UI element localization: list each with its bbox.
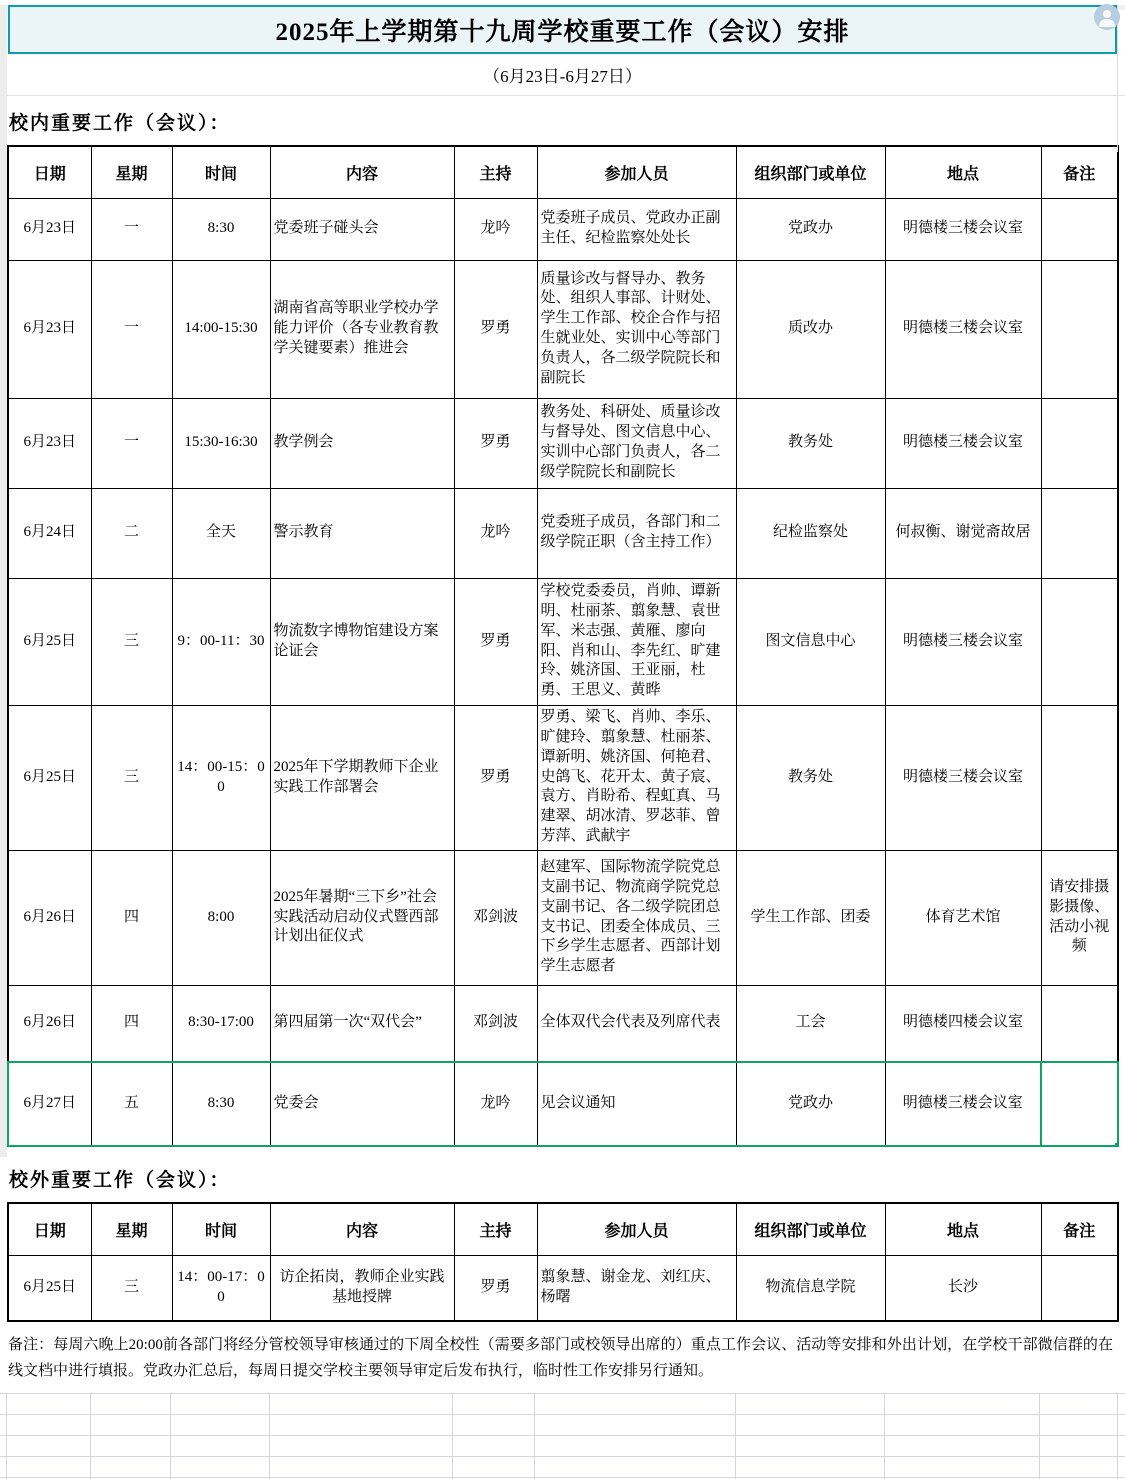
cell[interactable]: 三 bbox=[91, 578, 172, 705]
cell[interactable]: 湖南省高等职业学校办学能力评价（各专业教育教学关键要素）推进会 bbox=[270, 260, 454, 398]
cell[interactable]: 明德楼三楼会议室 bbox=[885, 1062, 1041, 1146]
cell[interactable]: 长沙 bbox=[885, 1255, 1041, 1321]
cell[interactable]: 图文信息中心 bbox=[736, 578, 885, 705]
section-title-external: 校外重要工作（会议）： bbox=[9, 1170, 231, 1191]
header-row bbox=[8, 1203, 1118, 1255]
cell[interactable] bbox=[1041, 488, 1118, 578]
cell[interactable]: 15:30-16:30 bbox=[172, 398, 270, 488]
cell[interactable]: 质量诊改与督导办、教务处、组织人事部、计财处、学生工作部、校企合作与招生就业处、实训中心等部门负责人，各二级学院院长和副院长 bbox=[537, 260, 736, 398]
date-range-subtitle: （6月23日-6月27日） bbox=[483, 67, 642, 86]
cell[interactable]: 6月23日 bbox=[8, 198, 91, 260]
column-header[interactable]: 内容 bbox=[270, 1203, 454, 1255]
column-header[interactable]: 参加人员 bbox=[537, 146, 736, 198]
cell[interactable]: 教务处 bbox=[736, 705, 885, 850]
cell[interactable]: 一 bbox=[91, 198, 172, 260]
grid-line-vertical bbox=[269, 1394, 270, 1479]
grid-line-horizontal bbox=[0, 95, 1125, 96]
title-cell[interactable] bbox=[8, 5, 1117, 54]
cell[interactable]: 物流信息学院 bbox=[736, 1255, 885, 1321]
grid-line-vertical bbox=[1117, 1394, 1118, 1479]
cell[interactable]: 教务处、科研处、质量诊改与督导处、图文信息中心、实训中心部门负责人，各二级学院院长和副院长 bbox=[537, 398, 736, 488]
cell[interactable]: 6月26日 bbox=[8, 985, 91, 1062]
table-row bbox=[8, 1255, 1118, 1321]
cell[interactable]: 邓剑波 bbox=[454, 850, 537, 985]
grid-line-vertical bbox=[452, 1394, 453, 1479]
cell[interactable]: 第四届第一次“双代会” bbox=[270, 985, 454, 1062]
column-header[interactable]: 内容 bbox=[270, 146, 454, 198]
column-header[interactable]: 时间 bbox=[172, 1203, 270, 1255]
column-header[interactable]: 星期 bbox=[91, 146, 172, 198]
active-cell[interactable] bbox=[1041, 1062, 1118, 1146]
cell[interactable]: 二 bbox=[91, 488, 172, 578]
cell[interactable]: 14:00-15:30 bbox=[172, 260, 270, 398]
cell[interactable]: 8:30 bbox=[172, 1062, 270, 1146]
cell[interactable]: 五 bbox=[91, 1062, 172, 1146]
fill-handle[interactable] bbox=[1114, 1142, 1118, 1146]
cell[interactable]: 龙吟 bbox=[454, 488, 537, 578]
cell[interactable]: 14：00-15：00 bbox=[172, 705, 270, 850]
cell[interactable]: 教学例会 bbox=[270, 398, 454, 488]
cell[interactable]: 访企拓岗，教师企业实践基地授牌 bbox=[270, 1255, 454, 1321]
column-header[interactable]: 时间 bbox=[172, 146, 270, 198]
table-row bbox=[8, 398, 1118, 488]
cell[interactable] bbox=[1041, 1255, 1118, 1321]
cell[interactable]: 党政办 bbox=[736, 1062, 885, 1146]
spreadsheet-left-margin bbox=[0, 5, 7, 1157]
cell[interactable]: 一 bbox=[91, 260, 172, 398]
cell[interactable]: 明德楼四楼会议室 bbox=[885, 985, 1041, 1062]
cell[interactable]: 党委班子成员、党政办正副主任、纪检监察处处长 bbox=[537, 198, 736, 260]
cell[interactable]: 6月23日 bbox=[8, 398, 91, 488]
cell[interactable]: 6月25日 bbox=[8, 1255, 91, 1321]
column-header[interactable]: 日期 bbox=[8, 1203, 91, 1255]
cell[interactable]: 四 bbox=[91, 850, 172, 985]
cell[interactable]: 党委会 bbox=[270, 1062, 454, 1146]
cell[interactable]: 明德楼三楼会议室 bbox=[885, 705, 1041, 850]
cell[interactable]: 明德楼三楼会议室 bbox=[885, 260, 1041, 398]
cell[interactable] bbox=[1041, 260, 1118, 398]
cell[interactable]: 明德楼三楼会议室 bbox=[885, 398, 1041, 488]
cell[interactable]: 14：00-17：00 bbox=[172, 1255, 270, 1321]
cell[interactable]: 龙吟 bbox=[454, 198, 537, 260]
empty-spreadsheet-grid[interactable] bbox=[0, 1393, 1125, 1479]
cell[interactable]: 学生工作部、团委 bbox=[736, 850, 885, 985]
column-header[interactable]: 星期 bbox=[91, 1203, 172, 1255]
table-row bbox=[8, 985, 1118, 1062]
grid-line-vertical bbox=[1039, 1394, 1040, 1479]
cell[interactable]: 学校党委委员，肖帅、谭新明、杜丽茶、翦象慧、袁世军、米志强、黄雁、廖向阳、肖和山、李先红、旷建玲、姚济国、王亚丽，杜勇、王思义、黄晔 bbox=[537, 578, 736, 705]
grid-line-vertical bbox=[170, 1394, 171, 1479]
external-schedule-table bbox=[7, 1202, 1119, 1322]
cell[interactable]: 见会议通知 bbox=[537, 1062, 736, 1146]
grid-line-vertical bbox=[6, 1394, 7, 1479]
cell[interactable]: 警示教育 bbox=[270, 488, 454, 578]
table-row bbox=[8, 850, 1118, 985]
cell[interactable]: 党委班子成员，各部门和二级学院正职（含主持工作） bbox=[537, 488, 736, 578]
cell[interactable]: 罗勇 bbox=[454, 578, 537, 705]
column-header[interactable]: 参加人员 bbox=[537, 1203, 736, 1255]
cell[interactable]: 质改办 bbox=[736, 260, 885, 398]
collaborator-avatar[interactable] bbox=[1094, 4, 1120, 30]
external-table-header bbox=[8, 1203, 1118, 1255]
cell[interactable]: 2025年暑期“三下乡”社会实践活动启动仪式暨西部计划出征仪式 bbox=[270, 850, 454, 985]
table-row bbox=[8, 198, 1118, 260]
cell[interactable]: 党委班子碰头会 bbox=[270, 198, 454, 260]
subtitle-row bbox=[0, 54, 1125, 95]
cell[interactable]: 6月24日 bbox=[8, 488, 91, 578]
grid-line-horizontal bbox=[0, 1414, 1125, 1415]
cell[interactable]: 邓剑波 bbox=[454, 985, 537, 1062]
internal-table-body bbox=[8, 198, 1118, 1146]
column-header[interactable]: 主持 bbox=[454, 146, 537, 198]
cell[interactable]: 罗勇 bbox=[454, 398, 537, 488]
column-header[interactable]: 地点 bbox=[885, 1203, 1041, 1255]
cell[interactable]: 三 bbox=[91, 1255, 172, 1321]
grid-line-horizontal bbox=[0, 1456, 1125, 1457]
section-title-internal: 校内重要工作（会议）： bbox=[9, 113, 231, 134]
column-header[interactable]: 组织部门或单位 bbox=[736, 146, 885, 198]
grid-line-horizontal bbox=[0, 1393, 1125, 1394]
cell[interactable]: 工会 bbox=[736, 985, 885, 1062]
column-header[interactable]: 主持 bbox=[454, 1203, 537, 1255]
cell[interactable]: 6月25日 bbox=[8, 705, 91, 850]
cell[interactable]: 体育艺术馆 bbox=[885, 850, 1041, 985]
cell[interactable] bbox=[1041, 398, 1118, 488]
cell[interactable]: 龙吟 bbox=[454, 1062, 537, 1146]
column-header[interactable]: 组织部门或单位 bbox=[736, 1203, 885, 1255]
grid-line-vertical bbox=[534, 1394, 535, 1479]
cell[interactable]: 翦象慧、谢金龙、刘红庆、杨曙 bbox=[537, 1255, 736, 1321]
cell[interactable]: 何叔衡、谢觉斋故居 bbox=[885, 488, 1041, 578]
cell[interactable]: 6月27日 bbox=[8, 1062, 91, 1146]
cell[interactable]: 8:00 bbox=[172, 850, 270, 985]
cell[interactable]: 罗勇 bbox=[454, 705, 537, 850]
cell[interactable] bbox=[1041, 578, 1118, 705]
table-row bbox=[8, 578, 1118, 705]
table-row bbox=[8, 705, 1118, 850]
column-header[interactable]: 日期 bbox=[8, 146, 91, 198]
column-header[interactable]: 地点 bbox=[885, 146, 1041, 198]
internal-schedule-table bbox=[7, 145, 1119, 1147]
cell[interactable]: 罗勇 bbox=[454, 1255, 537, 1321]
table-row bbox=[8, 488, 1118, 578]
column-header[interactable]: 备注 bbox=[1041, 146, 1118, 198]
cell[interactable]: 纪检监察处 bbox=[736, 488, 885, 578]
cell[interactable]: 8:30 bbox=[172, 198, 270, 260]
cell[interactable] bbox=[1041, 985, 1118, 1062]
cell[interactable] bbox=[1041, 705, 1118, 850]
collaborator-person-icon bbox=[1094, 4, 1120, 30]
cell[interactable]: 全体双代会代表及列席代表 bbox=[537, 985, 736, 1062]
page-title: 2025年上学期第十九周学校重要工作（会议）安排 bbox=[275, 18, 850, 46]
footnote: 备注：每周六晚上20:00前各部门将经分管校领导审核通过的下周全校性（需要多部门或校领导出席的）重点工作会议、活动等安排和外出计划，在学校干部微信群的在线文档中进行填报。党政办汇总后，每周日提交学校主要领导审定后发布执行，临时性工作安排另行通知。 bbox=[8, 1337, 1113, 1380]
header-row bbox=[8, 146, 1118, 198]
external-table-body bbox=[8, 1255, 1118, 1321]
cell[interactable] bbox=[1041, 198, 1118, 260]
table-row bbox=[8, 1062, 1118, 1146]
cell[interactable]: 四 bbox=[91, 985, 172, 1062]
cell[interactable]: 请安排摄影摄像、活动小视频 bbox=[1041, 850, 1118, 985]
cell[interactable]: 赵建军、国际物流学院党总支副书记、物流商学院党总支副书记、各二级学院团总支书记、团委全体成员、三下乡学生志愿者、西部计划学生志愿者 bbox=[537, 850, 736, 985]
cell[interactable]: 全天 bbox=[172, 488, 270, 578]
column-header[interactable]: 备注 bbox=[1041, 1203, 1118, 1255]
cell[interactable]: 三 bbox=[91, 705, 172, 850]
cell[interactable]: 8:30-17:00 bbox=[172, 985, 270, 1062]
cell[interactable]: 6月26日 bbox=[8, 850, 91, 985]
grid-line-horizontal bbox=[0, 1477, 1125, 1478]
table-row bbox=[8, 260, 1118, 398]
cell[interactable]: 6月25日 bbox=[8, 578, 91, 705]
grid-line-right bbox=[1117, 5, 1118, 152]
cell[interactable]: 党政办 bbox=[736, 198, 885, 260]
cell[interactable]: 一 bbox=[91, 398, 172, 488]
cell[interactable]: 9：00-11：30 bbox=[172, 578, 270, 705]
cell[interactable]: 物流数字博物馆建设方案论证会 bbox=[270, 578, 454, 705]
cell[interactable]: 教务处 bbox=[736, 398, 885, 488]
cell[interactable]: 罗勇 bbox=[454, 260, 537, 398]
cell[interactable]: 2025年下学期教师下企业实践工作部署会 bbox=[270, 705, 454, 850]
grid-line-vertical bbox=[90, 1394, 91, 1479]
cell[interactable]: 罗勇、梁飞、肖帅、李乐、旷健玲、翦象慧、杜丽茶、谭新明、姚济国、何艳君、史鸽飞、花开太、黄子宸、袁方、肖盼希、程虹真、马建翠、胡冰清、罗苾菲、曾芳萍、武献宇 bbox=[537, 705, 736, 850]
grid-line-vertical bbox=[884, 1394, 885, 1479]
cell[interactable]: 明德楼三楼会议室 bbox=[885, 578, 1041, 705]
grid-line-horizontal bbox=[0, 1435, 1125, 1436]
cell[interactable]: 6月23日 bbox=[8, 260, 91, 398]
cell[interactable]: 明德楼三楼会议室 bbox=[885, 198, 1041, 260]
grid-line-vertical bbox=[735, 1394, 736, 1479]
internal-table-header bbox=[8, 146, 1118, 198]
